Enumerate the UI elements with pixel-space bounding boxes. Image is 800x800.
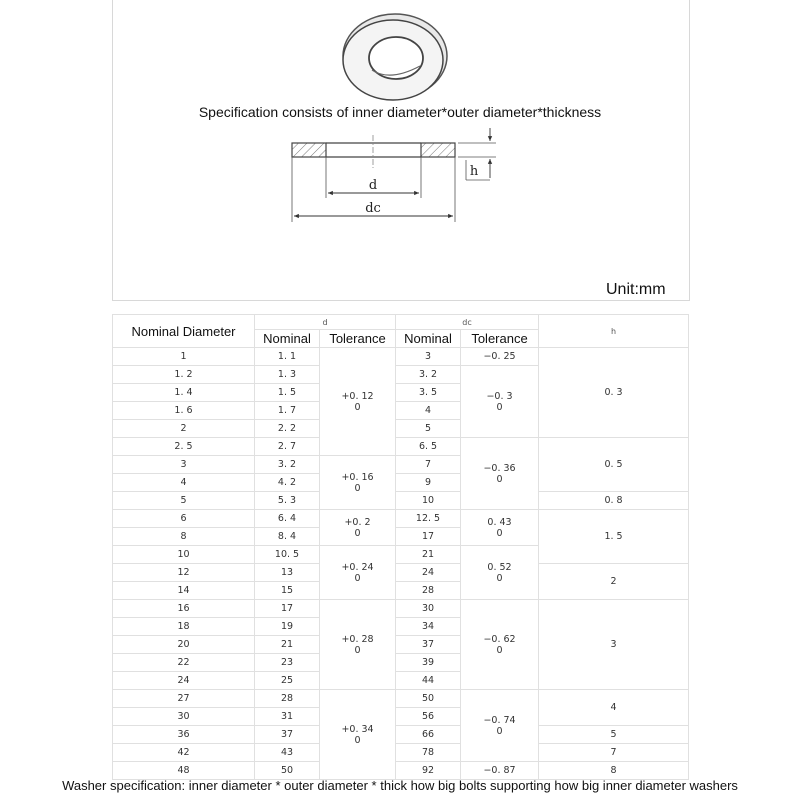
cell-thickness-h: 5 <box>539 726 689 744</box>
cell-d-nominal: 15 <box>255 582 320 600</box>
table-row <box>113 564 689 582</box>
cell-d-tolerance: +0. 16 0 <box>320 456 396 510</box>
table-row <box>113 510 689 528</box>
header-d-nominal: Nominal <box>255 330 320 348</box>
cell-d-tolerance: +0. 2 0 <box>320 510 396 546</box>
cell-dc-nominal: 30 <box>396 600 461 618</box>
header-dc-tolerance: Tolerance <box>461 330 539 348</box>
cell-nominal-diameter: 2 <box>113 420 255 438</box>
cell-d-nominal: 3. 2 <box>255 456 320 474</box>
table-row <box>113 726 689 744</box>
cell-d-nominal: 10. 5 <box>255 546 320 564</box>
specification-caption: Specification consists of inner diameter*outer diameter*thickness <box>198 104 602 120</box>
cell-dc-nominal: 66 <box>396 726 461 744</box>
cell-d-nominal: 50 <box>255 762 320 780</box>
table-row <box>113 600 689 618</box>
cell-d-nominal: 1. 5 <box>255 384 320 402</box>
cell-d-tolerance: +0. 28 0 <box>320 600 396 690</box>
cell-dc-nominal: 56 <box>396 708 461 726</box>
unit-label: Unit:mm <box>606 281 666 298</box>
washer-diagram <box>0 0 800 300</box>
cell-d-tolerance: +0. 12 0 <box>320 348 396 456</box>
cell-d-nominal: 37 <box>255 726 320 744</box>
header-nominal-diameter: Nominal Diameter <box>113 315 255 348</box>
table-body <box>113 348 689 780</box>
cell-nominal-diameter: 1 <box>113 348 255 366</box>
cell-thickness-h: 2 <box>539 564 689 600</box>
footer-caption: Washer specification: inner diameter * outer diameter * thick how big bolts supporting how big inner diameter washers <box>62 778 738 793</box>
table-row <box>113 762 689 780</box>
cell-dc-tolerance: 0. 52 0 <box>461 546 539 600</box>
table-row <box>113 690 689 708</box>
cell-dc-tolerance: −0. 87 <box>461 762 539 780</box>
cell-d-nominal: 4. 2 <box>255 474 320 492</box>
cell-d-nominal: 17 <box>255 600 320 618</box>
cell-nominal-diameter: 4 <box>113 474 255 492</box>
cell-dc-tolerance: −0. 36 0 <box>461 438 539 510</box>
cell-nominal-diameter: 2. 5 <box>113 438 255 456</box>
cell-nominal-diameter: 22 <box>113 654 255 672</box>
cell-thickness-h: 3 <box>539 600 689 690</box>
cell-dc-nominal: 4 <box>396 402 461 420</box>
cell-dc-nominal: 39 <box>396 654 461 672</box>
cell-nominal-diameter: 10 <box>113 546 255 564</box>
cell-dc-nominal: 3. 2 <box>396 366 461 384</box>
header-d-tolerance: Tolerance <box>320 330 396 348</box>
cell-thickness-h: 0. 5 <box>539 438 689 492</box>
washer-3d-illustration <box>343 14 447 100</box>
cell-dc-nominal: 10 <box>396 492 461 510</box>
cell-d-nominal: 23 <box>255 654 320 672</box>
cell-nominal-diameter: 5 <box>113 492 255 510</box>
cell-d-nominal: 5. 3 <box>255 492 320 510</box>
cell-nominal-diameter: 48 <box>113 762 255 780</box>
cell-nominal-diameter: 14 <box>113 582 255 600</box>
washer-spec-table <box>112 314 689 780</box>
dimension-label-dc: dc <box>365 201 381 216</box>
cell-dc-tolerance: −0. 74 0 <box>461 690 539 762</box>
cell-nominal-diameter: 20 <box>113 636 255 654</box>
cell-nominal-diameter: 27 <box>113 690 255 708</box>
cell-dc-tolerance: −0. 25 <box>461 348 539 366</box>
cell-d-nominal: 13 <box>255 564 320 582</box>
cell-dc-nominal: 17 <box>396 528 461 546</box>
table-row <box>113 438 689 456</box>
table-row <box>113 744 689 762</box>
cell-d-nominal: 43 <box>255 744 320 762</box>
cell-nominal-diameter: 16 <box>113 600 255 618</box>
cell-nominal-diameter: 24 <box>113 672 255 690</box>
dimension-label-h: h <box>469 164 479 179</box>
cell-d-nominal: 1. 7 <box>255 402 320 420</box>
header-group-d: d <box>255 315 396 330</box>
header-group-dc: dc <box>396 315 539 330</box>
table-row <box>113 492 689 510</box>
cell-dc-nominal: 50 <box>396 690 461 708</box>
cell-d-tolerance: +0. 24 0 <box>320 546 396 600</box>
cell-d-nominal: 1. 3 <box>255 366 320 384</box>
cell-dc-nominal: 24 <box>396 564 461 582</box>
cell-nominal-diameter: 18 <box>113 618 255 636</box>
cell-nominal-diameter: 8 <box>113 528 255 546</box>
cell-d-nominal: 25 <box>255 672 320 690</box>
cell-dc-nominal: 78 <box>396 744 461 762</box>
cell-thickness-h: 4 <box>539 690 689 726</box>
cell-thickness-h: 1. 5 <box>539 510 689 564</box>
cell-dc-nominal: 37 <box>396 636 461 654</box>
cell-d-nominal: 21 <box>255 636 320 654</box>
cell-d-nominal: 6. 4 <box>255 510 320 528</box>
cell-nominal-diameter: 6 <box>113 510 255 528</box>
cell-dc-nominal: 44 <box>396 672 461 690</box>
cell-dc-nominal: 12. 5 <box>396 510 461 528</box>
dimension-label-d: d <box>368 178 378 193</box>
cell-thickness-h: 0. 8 <box>539 492 689 510</box>
table-row <box>113 348 689 366</box>
cell-dc-nominal: 9 <box>396 474 461 492</box>
cell-nominal-diameter: 1. 4 <box>113 384 255 402</box>
cell-dc-nominal: 3 <box>396 348 461 366</box>
cell-nominal-diameter: 30 <box>113 708 255 726</box>
header-dc-nominal: Nominal <box>396 330 461 348</box>
cell-nominal-diameter: 42 <box>113 744 255 762</box>
cell-dc-nominal: 5 <box>396 420 461 438</box>
cell-d-nominal: 2. 2 <box>255 420 320 438</box>
cell-nominal-diameter: 36 <box>113 726 255 744</box>
cell-dc-nominal: 34 <box>396 618 461 636</box>
cell-thickness-h: 0. 3 <box>539 348 689 438</box>
cell-dc-nominal: 21 <box>396 546 461 564</box>
cell-d-nominal: 8. 4 <box>255 528 320 546</box>
cell-dc-nominal: 28 <box>396 582 461 600</box>
cell-dc-tolerance: 0. 43 0 <box>461 510 539 546</box>
cell-nominal-diameter: 3 <box>113 456 255 474</box>
cell-d-nominal: 28 <box>255 690 320 708</box>
cell-d-nominal: 19 <box>255 618 320 636</box>
cell-dc-nominal: 6. 5 <box>396 438 461 456</box>
cell-d-nominal: 1. 1 <box>255 348 320 366</box>
cell-d-nominal: 2. 7 <box>255 438 320 456</box>
cell-d-nominal: 31 <box>255 708 320 726</box>
header-group-h: h <box>539 315 689 348</box>
cell-dc-tolerance: −0. 62 0 <box>461 600 539 690</box>
cell-thickness-h: 8 <box>539 762 689 780</box>
cell-nominal-diameter: 1. 6 <box>113 402 255 420</box>
cell-d-tolerance: +0. 34 0 <box>320 690 396 780</box>
cell-dc-nominal: 92 <box>396 762 461 780</box>
cell-nominal-diameter: 12 <box>113 564 255 582</box>
cell-thickness-h: 7 <box>539 744 689 762</box>
cell-dc-nominal: 7 <box>396 456 461 474</box>
washer-cross-section <box>292 128 496 222</box>
cell-dc-tolerance: −0. 3 0 <box>461 366 539 438</box>
cell-dc-nominal: 3. 5 <box>396 384 461 402</box>
cell-nominal-diameter: 1. 2 <box>113 366 255 384</box>
